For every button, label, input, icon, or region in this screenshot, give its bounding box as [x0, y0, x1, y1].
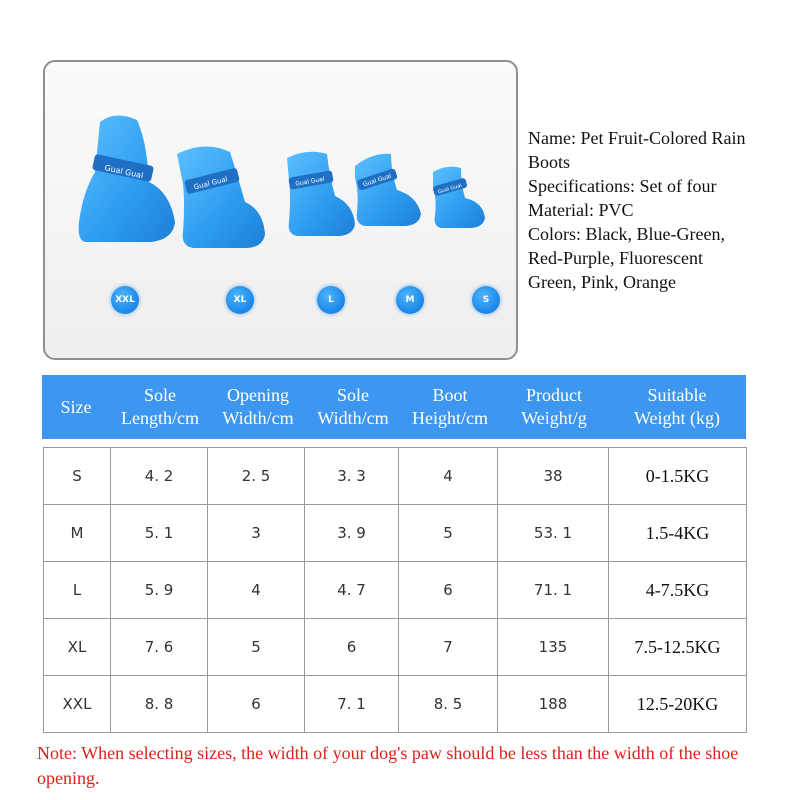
cell-product-weight: 38 [498, 448, 609, 505]
size-badge-l: L [317, 286, 345, 314]
info-line: Green, Pink, Orange [528, 272, 676, 292]
boot-xxl [79, 115, 175, 242]
cell-product-weight: 53. 1 [498, 505, 609, 562]
info-line: Specifications: Set of four [528, 176, 717, 196]
sizing-note: Note: When selecting sizes, the width of your dog's paw should be less than the width of the shoe opening. [37, 743, 739, 788]
table-row [44, 448, 747, 505]
product-photo [43, 60, 518, 360]
svg-text:Gual Gual: Gual Gual [437, 182, 463, 196]
cell-sole-length: 5. 9 [111, 562, 208, 619]
size-table-header [42, 375, 746, 439]
cell-product-weight: 71. 1 [498, 562, 609, 619]
cell-boot-height: 6 [399, 562, 498, 619]
cell-size: M [44, 505, 111, 562]
info-line: Colors: Black, Blue-Green, [528, 224, 725, 244]
cell-sole-width: 7. 1 [305, 676, 399, 733]
header-text: Weight (kg) [633, 408, 721, 428]
header-text: Height/cm [412, 408, 488, 428]
svg-text:Gual Gual: Gual Gual [294, 175, 326, 188]
cell-size: XL [44, 619, 111, 676]
header-text: Width/cm [317, 408, 389, 428]
svg-text:Gual Gual: Gual Gual [362, 172, 393, 189]
header-size [42, 375, 110, 439]
table-row [44, 676, 747, 733]
cell-opening-width: 2. 5 [208, 448, 305, 505]
header-suitable-weight [608, 375, 746, 439]
cell-opening-width: 4 [208, 562, 305, 619]
cell-sole-length: 8. 8 [111, 676, 208, 733]
info-line: Material: PVC [528, 200, 634, 220]
cell-product-weight: 188 [498, 676, 609, 733]
table-row [44, 619, 747, 676]
cell-product-weight: 135 [498, 619, 609, 676]
cell-suitable-weight: 0-1.5KG [609, 448, 747, 505]
header-text: Sole [143, 385, 176, 405]
cell-boot-height: 7 [399, 619, 498, 676]
cell-suitable-weight: 12.5-20KG [609, 676, 747, 733]
boot-l [287, 152, 355, 236]
cell-boot-height: 5 [399, 505, 498, 562]
header-text: Length/cm [121, 408, 199, 428]
cell-sole-width: 4. 7 [305, 562, 399, 619]
header-sole-length [110, 375, 210, 439]
size-badge-s: S [472, 286, 500, 314]
cell-sole-length: 7. 6 [111, 619, 208, 676]
cell-suitable-weight: 7.5-12.5KG [609, 619, 747, 676]
header-size-line1: Size [60, 396, 92, 417]
size-badge-m: M [396, 286, 424, 314]
cell-sole-width: 3. 3 [305, 448, 399, 505]
header-product-weight [500, 375, 608, 439]
cell-opening-width: 6 [208, 676, 305, 733]
header-text: Opening [226, 385, 289, 405]
table-row [44, 562, 747, 619]
cell-suitable-weight: 1.5-4KG [609, 505, 747, 562]
size-badge-xxl: XXL [111, 286, 139, 314]
svg-text:Gual Gual: Gual Gual [193, 175, 229, 192]
cell-opening-width: 5 [208, 619, 305, 676]
header-text: Product [525, 385, 582, 405]
header-text: Sole [336, 385, 369, 405]
boot-s [432, 167, 485, 228]
header-text: Weight/g [521, 408, 587, 428]
boots-illustration [45, 62, 518, 360]
header-text: Suitable [647, 385, 707, 405]
product-info [528, 126, 796, 294]
header-sole-width [306, 375, 400, 439]
cell-sole-width: 6 [305, 619, 399, 676]
header-opening-width [210, 375, 306, 439]
cell-boot-height: 4 [399, 448, 498, 505]
svg-text:Gual Gual: Gual Gual [103, 163, 145, 181]
cell-sole-width: 3. 9 [305, 505, 399, 562]
info-line: Name: Pet Fruit-Colored Rain [528, 128, 746, 148]
cell-sole-length: 4. 2 [111, 448, 208, 505]
info-line: Red-Purple, Fluorescent [528, 248, 703, 268]
cell-boot-height: 8. 5 [399, 676, 498, 733]
header-text: Boot [432, 385, 468, 405]
boot-m [355, 154, 421, 226]
cell-sole-length: 5. 1 [111, 505, 208, 562]
cell-size: XXL [44, 676, 111, 733]
cell-suitable-weight: 4-7.5KG [609, 562, 747, 619]
header-boot-height [400, 375, 500, 439]
header-text: Width/cm [222, 408, 294, 428]
size-badge-xl: XL [226, 286, 254, 314]
size-table [43, 447, 747, 733]
boot-xl [177, 146, 265, 248]
info-line: Boots [528, 152, 571, 172]
cell-opening-width: 3 [208, 505, 305, 562]
cell-size: S [44, 448, 111, 505]
table-row [44, 505, 747, 562]
cell-size: L [44, 562, 111, 619]
